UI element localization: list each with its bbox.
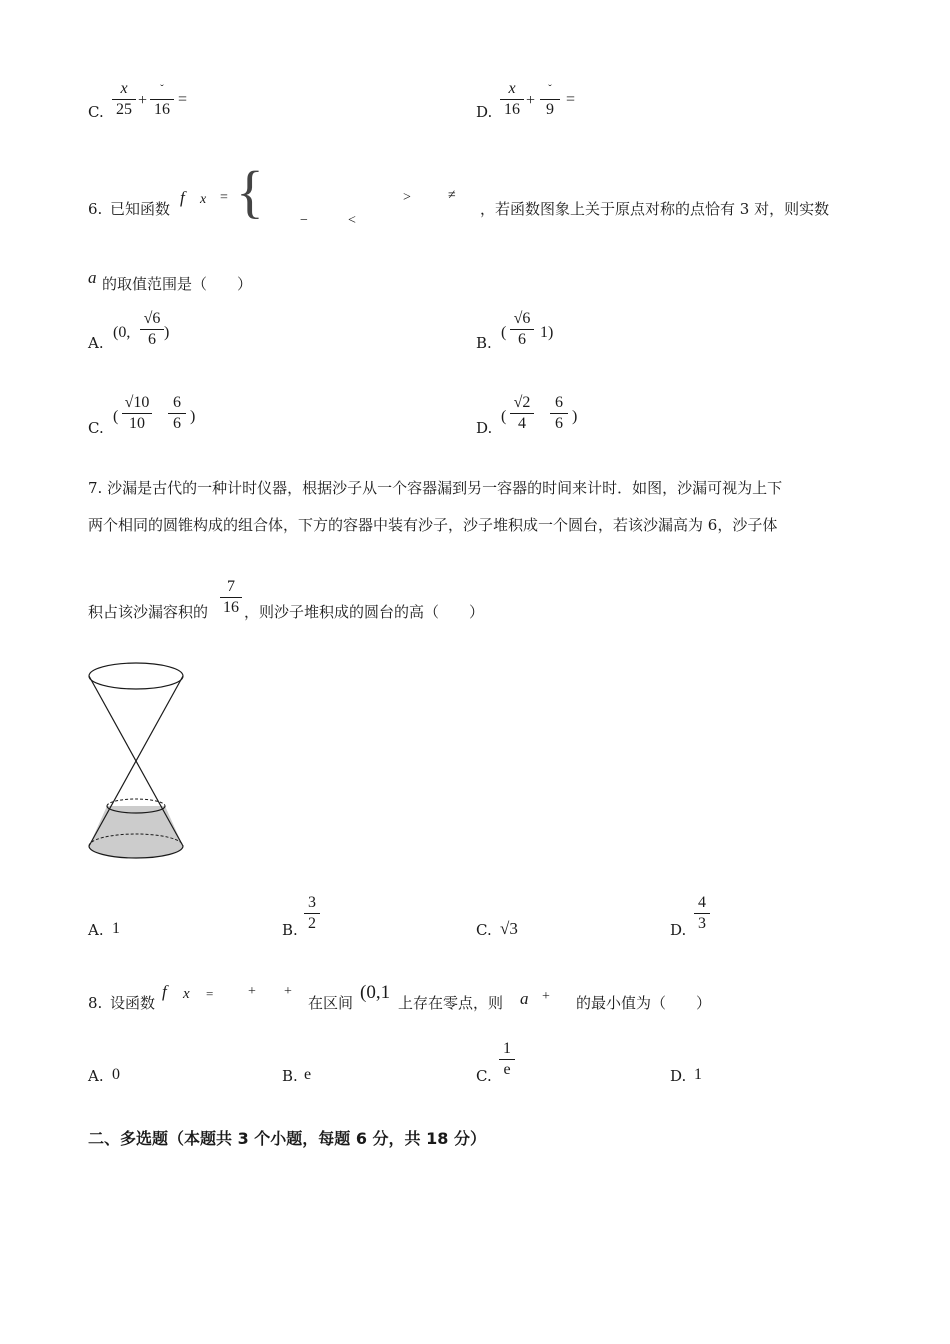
option-label: C. [476,1067,492,1085]
fraction: 3 2 [304,894,320,933]
sand-frustum [89,806,183,858]
fraction: 6 6 [550,394,568,433]
fraction: 1 e [499,1040,515,1079]
fraction: √6 6 [140,310,164,349]
option-label: D. [476,103,493,121]
option-label: B. [282,1067,298,1085]
fraction: 7 16 [220,578,242,617]
question-stem: ，若函数图象上关于原点对称的点恰有 3 对，则实数 [480,200,830,218]
option-label: A. [88,334,104,352]
question-stem: 在区间 [308,994,354,1012]
fraction: √2 4 [510,394,534,433]
question-stem: 已知函数 [110,200,171,218]
option-label: D. [476,419,493,437]
fraction: 4 3 [694,894,710,933]
fraction: √10 10 [122,394,152,433]
question-stem: 的最小值为（ ） [576,994,712,1012]
question-stem-line: ，则沙子堆积成的圆台的高（ ） [244,603,485,621]
section-heading: 二、多选题（本题共 3 个小题，每题 6 分，共 18 分） [88,1129,486,1148]
hourglass-figure [84,658,188,864]
fraction: ˇ 16 [150,80,174,119]
question-stem: 设函数 [110,994,156,1012]
question-stem: 的取值范围是（ ） [102,275,253,293]
piecewise-brace: { [236,159,264,224]
option-label: C. [88,419,104,437]
option-label: D. [670,1067,687,1085]
option-label: D. [670,921,687,939]
sand-top-back [107,799,165,806]
option-label: B. [476,334,492,352]
option-label: C. [88,103,104,121]
option-label: B. [282,921,298,939]
fraction: x 16 [500,80,524,119]
top-base-ellipse [89,663,183,689]
fraction: ˇ 9 [540,80,560,119]
option-label: A. [88,921,104,939]
fraction: √6 6 [510,310,534,349]
question-number: 8. [88,994,103,1012]
fraction: 6 6 [168,394,186,433]
question-stem-line: 积占该沙漏容积的 [88,603,209,621]
question-number: 6. [88,200,103,218]
question-stem: 上存在零点，则 [398,994,504,1012]
question-stem-line: 7. 沙漏是古代的一种计时仪器，根据沙子从一个容器漏到另一容器的时间来计时．如图，沙漏可视为上下 [88,479,783,497]
question-stem-line: 两个相同的圆锥构成的组合体，下方的容器中装有沙子，沙子堆积成一个圆台，若该沙漏高为 6，沙子体 [88,516,778,534]
option-label: A. [88,1067,104,1085]
option-label: C. [476,921,492,939]
fraction: x 25 [112,80,136,119]
